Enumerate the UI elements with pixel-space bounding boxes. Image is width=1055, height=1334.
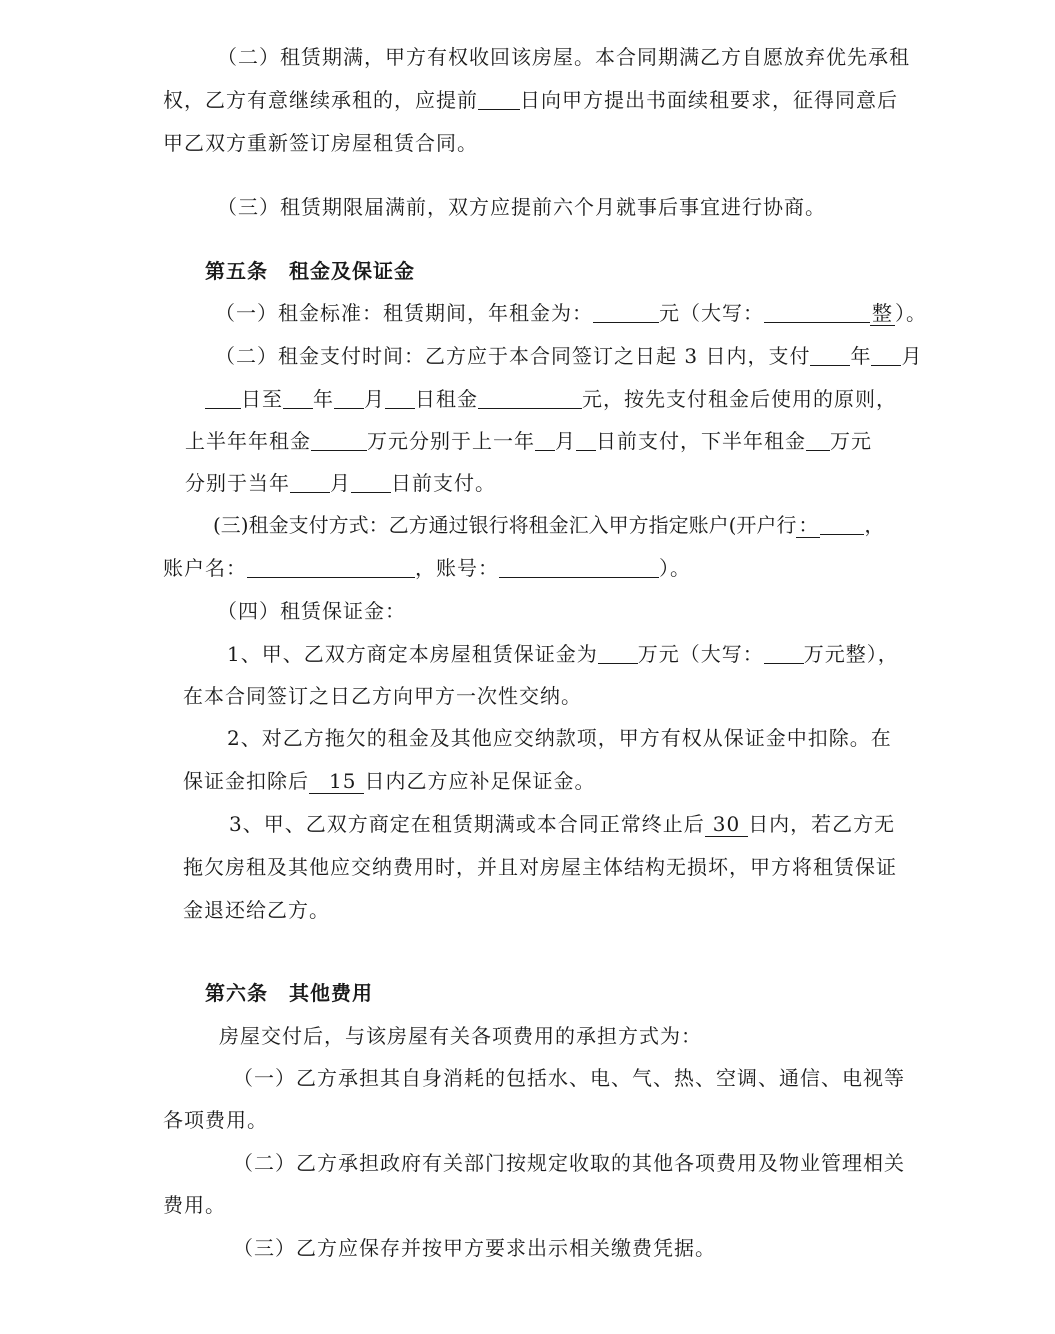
article6-title: 第六条 其他费用 [205,981,373,1005]
deposit-words-blank [764,643,804,664]
article6-item-2-text-b: 费用。 [163,1193,226,1217]
renewal-text-3: 甲乙双方重新签订房屋租赁合同。 [163,131,478,155]
second-half-day-blank [351,472,391,493]
negotiate-text: （三）租赁期限届满前，双方应提前六个月就事后事宜进行协商。 [217,195,826,219]
payment-time-text-2c: 月 [364,387,385,411]
renewal-line-3 [163,129,478,157]
deposit-item-2-line-2 [183,767,595,795]
pt-year-blank-1 [810,345,850,366]
article6-item-1-text-b: 各项费用。 [163,1108,268,1132]
first-half-day-blank [576,430,596,451]
article5-title: 第五条 租金及保证金 [205,259,415,283]
deposit-item-2-line-1 [227,724,892,752]
article6-intro-line [219,1022,702,1050]
payment-time-text-4b: 月 [330,471,351,495]
pt-month-blank-1 [871,345,901,366]
article6-item-2-text-a: （二）乙方承担政府有关部门按规定收取的其他各项费用及物业管理相关 [233,1151,905,1175]
payment-method-text-1c: ， [864,513,885,537]
article6-item-3-line [233,1234,716,1262]
deposit-item-3-text-e: 金退还给乙方。 [183,898,330,922]
payment-time-text-3d: 日前支付，下半年租金 [596,429,806,453]
payment-time-line-3 [185,427,872,455]
annual-rent-blank [593,302,659,323]
account-number-blank [499,557,659,578]
payment-time-text-2a: 日至 [241,387,283,411]
payment-time-text-3b: 万元分别于上一年 [367,429,535,453]
deposit-return-days: 30 [705,812,748,837]
payment-time-text-3a: 上半年年租金 [185,429,311,453]
article6-item-1-text-a: （一）乙方承担其自身消耗的包括水、电、气、热、空调、通信、电视等 [233,1066,905,1090]
deposit-item-3-line-3 [183,896,330,924]
article6-item-1-line-2 [163,1106,268,1134]
rent-standard-text-a: （一）租金标准：租赁期间，年租金为： [215,301,593,325]
bank-name-blank [820,514,864,535]
renewal-line-2 [163,86,898,114]
payment-time-text-1c: 月 [901,344,923,368]
payment-method-text-2b: ，账号： [415,556,499,580]
deposit-item-2-text-d: 日内乙方应补足保证金。 [364,769,596,793]
deposit-heading-line [217,597,406,625]
rent-standard-line [215,299,927,327]
deposit-item-2-text-b: 保证金扣除后 [183,769,309,793]
payment-time-text-4a: 分别于当年 [185,471,290,495]
rent-standard-whole: 整 [872,301,893,325]
payment-time-text-2d: 日租金 [415,387,478,411]
deposit-item-1-line-2 [183,682,582,710]
payment-time-line-2 [205,385,897,413]
deposit-item-3-text-d: 拖欠房租及其他应交纳费用时，并且对房屋主体结构无损坏，甲方将租赁保证 [183,855,897,879]
payment-method-text-1a: (三)租金支付方式：乙方通过银行将租金汇入甲方指定账户(开户行 [213,513,797,537]
payment-time-text-1a: （二）租金支付时间：乙方应于本合同签订之日起 3 日内，支付 [215,344,811,368]
payment-time-text-4c: 日前支付。 [391,471,496,495]
deposit-item-1-text-c: 万元整）， [803,642,899,666]
renewal-text-1: （二）租赁期满，甲方有权收回该房屋。本合同期满乙方自愿放弃优先承租 [217,45,910,69]
second-half-rent-blank [806,430,830,451]
renewal-text-2b: 日向甲方提出书面续租要求，征得同意后 [520,88,898,112]
payment-time-text-3c: 月 [555,429,576,453]
payment-time-text-3e: 万元 [830,429,872,453]
rent-words-blank [764,302,870,323]
account-name-blank [247,557,415,578]
payment-method-line-2 [163,554,691,582]
pt-day-blank-2b [385,388,415,409]
deposit-amount-blank [598,643,638,664]
pt-month-blank-2 [334,388,364,409]
payment-time-line-1 [215,342,922,370]
first-half-rent-blank [311,430,367,451]
deposit-refill-days: 15 [309,769,364,794]
article6-intro: 房屋交付后，与该房屋有关各项费用的承担方式为： [219,1024,702,1048]
deposit-item-3-text-a: 3、甲、乙双方商定在租赁期满或本合同正常终止后 [229,812,705,836]
payment-time-line-4 [185,469,496,497]
pt-day-blank-2 [205,388,241,409]
article6-item-3-text: （三）乙方应保存并按甲方要求出示相关缴费凭据。 [233,1236,716,1260]
deposit-item-1-text-d: 在本合同签订之日乙方向甲方一次性交纳。 [183,684,582,708]
deposit-item-3-line-2 [183,853,897,881]
rent-standard-text-d: ）。 [895,301,927,325]
deposit-item-1-line-1 [227,640,899,668]
pt-year-blank-2 [283,388,313,409]
pt-rent-amount-blank [478,388,582,409]
payment-time-text-2e: 元，按先支付租金后使用的原则， [582,387,897,411]
article6-heading [205,979,373,1007]
rent-standard-text-b: 元（大写： [659,301,764,325]
negotiate-line [217,193,826,221]
bank-colon: ： [798,513,819,537]
renewal-text-2a: 权，乙方有意继续承租的，应提前 [163,88,478,112]
article6-item-2-line-1 [233,1149,905,1177]
deposit-item-1-text-b: 万元（大写： [637,642,764,666]
payment-method-text-2c: ）。 [659,556,691,580]
payment-time-text-1b: 年 [850,344,872,368]
deposit-title: （四）租赁保证金： [217,599,406,623]
deposit-item-3-text-c: 日内，若乙方无 [748,812,896,836]
payment-method-line-1 [213,511,884,539]
deposit-item-1-text-a: 1、甲、乙双方商定本房屋租赁保证金为 [227,642,598,666]
article6-item-1-line-1 [233,1064,905,1092]
renewal-line-1 [217,43,910,71]
first-half-month-blank [535,430,555,451]
deposit-item-3-line-1 [229,810,895,838]
article5-heading [205,257,415,285]
article6-item-2-line-2 [163,1191,226,1219]
second-half-month-blank [290,472,330,493]
payment-time-text-2b: 年 [313,387,334,411]
payment-method-text-2a: 账户名： [163,556,247,580]
deposit-item-2-text-a: 2、对乙方拖欠的租金及其他应交纳款项，甲方有权从保证金中扣除。在 [227,726,892,750]
renewal-days-blank [478,89,520,110]
